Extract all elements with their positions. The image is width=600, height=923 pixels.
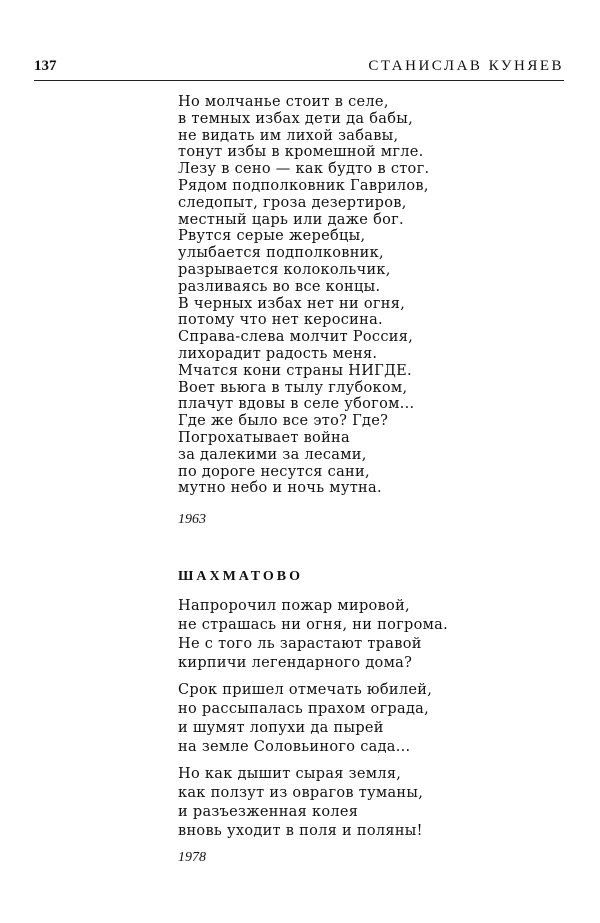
poem-1-text	[178, 94, 429, 497]
poem-line: Воет вьюга в тылу глубоком,	[178, 379, 408, 396]
poem-line: как ползут из оврагов туманы,	[178, 785, 424, 801]
poem-line: мутно небо и ночь мутна.	[178, 480, 382, 497]
poem-line: В черных избах нет ни огня,	[178, 295, 406, 312]
stanza	[178, 765, 448, 841]
poem-line: Лезу в сено — как будто в стог.	[178, 161, 430, 178]
poem-line: Мчатся кони страны НИГДЕ.	[178, 362, 412, 379]
poem-line: Но как дышит сырая земля,	[178, 766, 402, 782]
poem-line: плачут вдовы в селе убогом...	[178, 396, 415, 413]
poem-1-date: 1963	[178, 512, 206, 527]
poem-line: Погрохатывает война	[178, 429, 350, 446]
stanza	[178, 597, 448, 673]
poem-line: Но молчанье стоит в селе,	[178, 94, 389, 110]
running-head: СТАНИСЛАВ КУНЯЕВ	[368, 58, 564, 74]
poem-line: следопыт, гроза дезертиров,	[178, 194, 407, 211]
poem-line: местный царь или даже бог.	[178, 211, 404, 228]
poem-line: тонут избы в кромешной мгле.	[178, 144, 424, 161]
poem-2-title: ШАХМАТОВО	[178, 569, 303, 584]
poem-line: Где же было все это? Где?	[178, 413, 389, 430]
poem-line: не страшась ни огня, ни погрома.	[178, 617, 449, 633]
poem-line: потому что нет керосина.	[178, 312, 383, 329]
poem-2-text	[178, 597, 448, 849]
poem-line: но рассыпалась прахом ограда,	[178, 701, 430, 717]
poem-line: Справа-слева молчит Россия,	[178, 329, 414, 346]
poem-line: лихорадит радость меня.	[178, 345, 378, 362]
poem-line: Рядом подполковник Гаврилов,	[178, 177, 429, 194]
poem-line: Напророчил пожар мировой,	[178, 598, 410, 614]
poem-line: Рвутся серые жеребцы,	[178, 228, 366, 245]
poem-line: разрывается колокольчик,	[178, 261, 391, 278]
header-rule	[34, 80, 564, 81]
poem-line: Не с того ль зарастают травой	[178, 636, 422, 652]
page-number: 137	[34, 58, 57, 74]
poem-line: и разъезженная колея	[178, 804, 359, 820]
poem-line: кирпичи легендарного дома?	[178, 655, 413, 671]
poem-2-date: 1978	[178, 850, 206, 865]
stanza	[178, 681, 448, 757]
poem-line: и шумят лопухи да пырей	[178, 720, 384, 736]
poem-line: за далекими за лесами,	[178, 446, 367, 463]
poem-line: на земле Соловьиного сада...	[178, 739, 411, 755]
poem-line: вновь уходит в поля и поляны!	[178, 823, 423, 839]
poem-line: разливаясь во все концы.	[178, 278, 381, 295]
poem-line: не видать им лихой забавы,	[178, 127, 399, 144]
poem-line: по дороге несутся сани,	[178, 463, 370, 480]
poem-line: в темных избах дети да бабы,	[178, 110, 414, 127]
poem-line: Срок пришел отмечать юбилей,	[178, 682, 433, 698]
poem-line: улыбается подполковник,	[178, 245, 384, 262]
